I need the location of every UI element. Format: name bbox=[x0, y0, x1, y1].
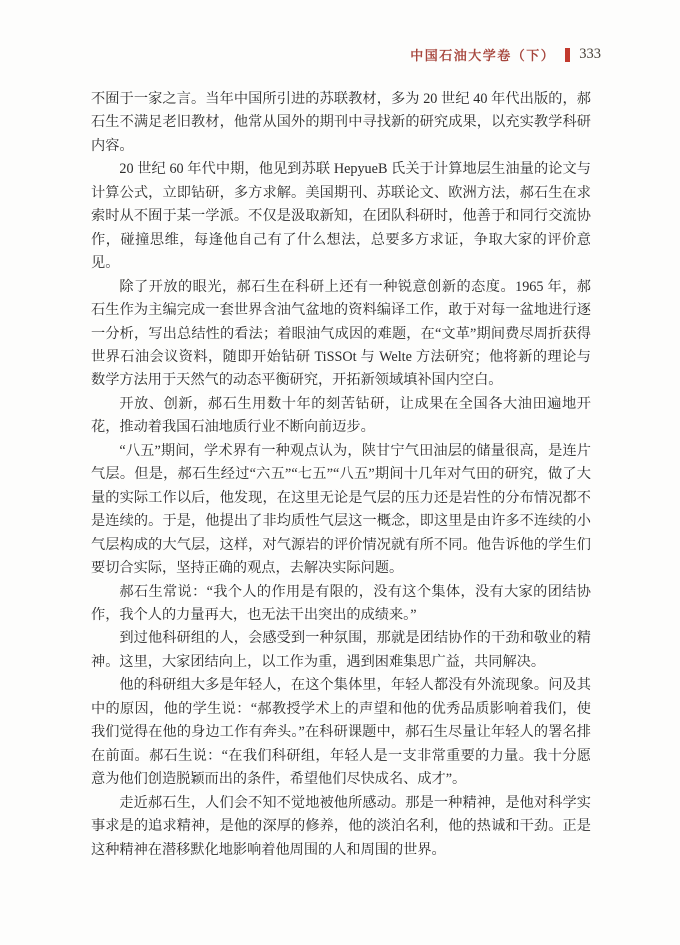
paragraph: “八五”期间，学术界有一种观点认为，陕甘宁气田油层的储量很高，是连片气层。但是，郝石生经过“六五”“七五”“八五”期间十几年对气田的研究，做了大量的实际工作以后，他发现，在这里无论是气层的压力还是岩性的分布情况都不是连续的。于是，他提出了非均质性气层这一概念，即这里是由许多不连续的小气层构成的大气层，这样，对气源岩的评价情况就有所不同。他告诉他的学生们要切合实际，坚持正确的观点，去解决实际问题。 bbox=[91, 442, 591, 577]
paragraph: 走近郝石生，人们会不知不觉地被他所感动。那是一种精神，是他对科学实事求是的追求精神，是他的深厚的修养，他的淡泊名利，他的热诚和干劲。正是这种精神在潜移默化地影响着他周围的人和周围的世界。 bbox=[91, 794, 591, 858]
paragraph: 除了开放的眼光，郝石生在科研上还有一种锐意创新的态度。1965 年，郝石生作为主编完成一套世界含油气盆地的资料编译工作，敢于对每一盆地进行逐一分析，写出总结性的看法；着眼油气成因的难题，在“文革”期间费尽周折获得世界石油会议资料，随即开始钻研 TiSSOt 与 Welte 方法研究；他将新的理论与数学方法用于天然气的动态平衡研究，开拓新领域填补国内空白。 bbox=[91, 278, 591, 389]
paragraph: 20 世纪 60 年代中期，他见到苏联 HepyueB 氏关于计算地层生油量的论文与计算公式，立即钻研，多方求解。美国期刊、苏联论文、欧洲方法，郝石生在求索时从不囿于某一学派。不仅是汲取新知，在团队科研时，他善于和同行交流协作，碰撞思维，每逢他自己有了什么想法，总要多方求证，争取大家的评价意见。 bbox=[91, 161, 591, 272]
page-number: 333 bbox=[579, 46, 601, 62]
paragraph: 到过他科研组的人，会感受到一种氛围，那就是团结协作的干劲和敬业的精神。这里，大家团结向上，以工作为重，遇到困难集思广益，共同解决。 bbox=[91, 630, 591, 670]
header-volume-title: 中国石油大学卷（下） bbox=[410, 48, 556, 63]
paragraph: 不囿于一家之言。当年中国所引进的苏联教材，多为 20 世纪 40 年代出版的，郝石生不满足老旧教材，他常从国外的期刊中寻找新的研究成果，以充实教学科研内容。 bbox=[91, 91, 591, 154]
header-divider-bar bbox=[565, 48, 570, 62]
running-header bbox=[410, 45, 601, 64]
paragraph: 他的科研组大多是年轻人，在这个集体里，年轻人都没有外流现象。问及其中的原因，他的学生说：“郝教授学术上的声望和他的优秀品质影响着我们，使我们觉得在他的身边工作有奔头。”在科研课题中，郝石生尽量让年轻人的署名排在前面。郝石生说：“在我们科研组，年轻人是一支非常重要的力量。我十分愿意为他们创造脱颖而出的条件，希望他们尽快成名、成才”。 bbox=[91, 677, 591, 788]
paragraph: 开放、创新，郝石生用数十年的刻苦钻研，让成果在全国各大油田遍地开花，推动着我国石油地质行业不断向前迈步。 bbox=[91, 395, 591, 436]
paragraph: 郝石生常说：“我个人的作用是有限的，没有这个集体，没有大家的团结协作，我个人的力量再大，也无法干出突出的成绩来。” bbox=[91, 583, 591, 623]
page-body-text bbox=[91, 88, 591, 862]
